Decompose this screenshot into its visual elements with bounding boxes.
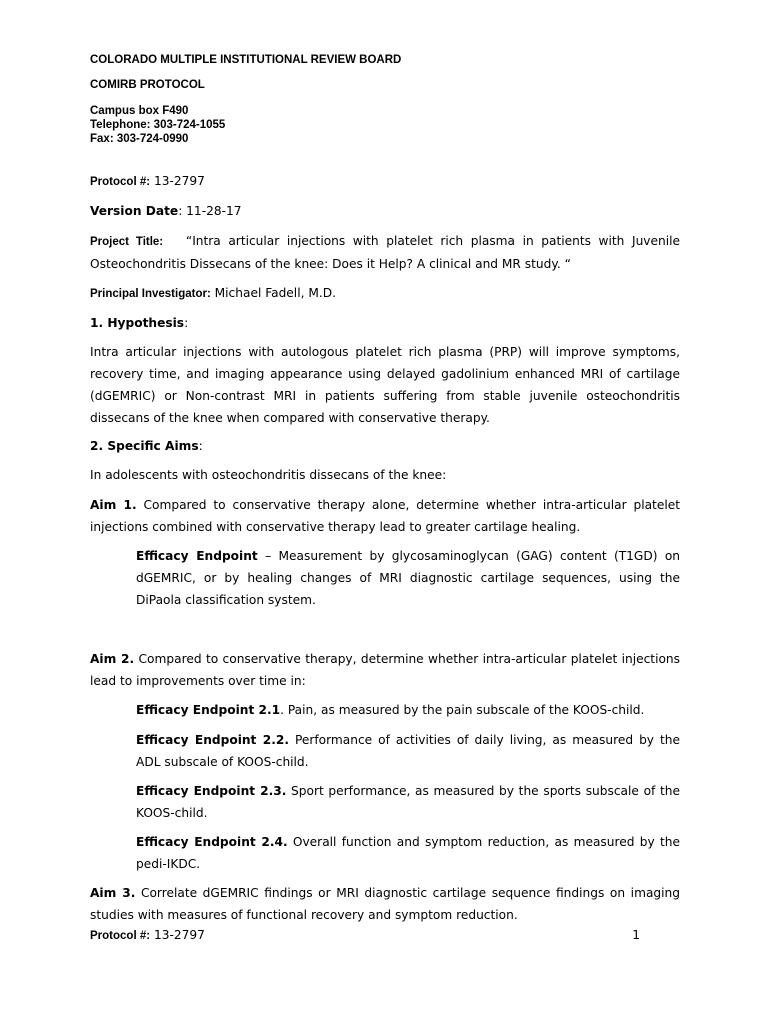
efficacy-endpoint-2-4 (136, 831, 680, 875)
endpoint-label: Efficacy Endpoint 2.3. (136, 784, 287, 798)
project-title-text: “Intra articular injections with platelet rich plasma in patients with Juvenile Osteochondritis Dissecans of the knee: Does it Help? A clinical and MR study. “ (90, 234, 681, 271)
endpoint-text: Overall function and symptom reduction, as measured by the pedi-IKDC. (136, 835, 681, 871)
fax: Fax: 303-724-0990 (90, 133, 189, 145)
page-number: 1 (632, 928, 640, 942)
aim-1-text: Compared to conservative therapy alone, determine whether intra-articular platelet injections combined with conservative therapy lead to greater cartilage healing. (90, 498, 680, 534)
aim-1-label: Aim 1. (90, 498, 137, 512)
page-footer (90, 926, 640, 945)
aims-intro: In adolescents with osteochondritis dissecans of the knee: (90, 468, 447, 482)
efficacy-endpoint-2-2 (136, 729, 680, 773)
efficacy-endpoint-2-1 (136, 699, 680, 721)
aim-2 (90, 648, 680, 692)
telephone: Telephone: 303-724-1055 (90, 119, 226, 131)
aim-3-text: Correlate dGEMRIC findings or MRI diagnostic cartilage sequence findings on imaging studies with measures of functional recovery and symptom reduction. (90, 886, 680, 922)
pi-value: Michael Fadell, M.D. (214, 286, 336, 300)
hypothesis-heading (90, 312, 680, 334)
aim-3 (90, 882, 680, 926)
version-date-line (90, 200, 680, 222)
aim-1-endpoint-text: – Measurement by glycosaminoglycan (GAG) content (T1GD) on dGEMRIC, or by healing changes of MRI diagnostic cartilage sequences, using the DiPaola classification system. (136, 549, 681, 607)
endpoint-label: Efficacy Endpoint 2.1 (136, 703, 281, 717)
campus-box: Campus box F490 (90, 105, 189, 117)
org-name: COLORADO MULTIPLE INSTITUTIONAL REVIEW BOARD (90, 54, 402, 66)
protocol-label: Protocol #: (90, 176, 151, 188)
specific-aims-colon: : (198, 439, 203, 453)
endpoint-text: Sport performance, as measured by the sports subscale of the KOOS-child. (136, 784, 680, 820)
endpoint-text: Performance of activities of daily living, as measured by the ADL subscale of KOOS-child. (136, 733, 681, 769)
project-title-label: Project Title: (90, 236, 164, 248)
protocol-heading: COMIRB PROTOCOL (90, 79, 205, 91)
project-title (90, 230, 680, 275)
aim-1-endpoint-label: Efficacy Endpoint (136, 549, 258, 563)
hypothesis-colon: : (184, 316, 189, 330)
efficacy-endpoint-2-3 (136, 780, 680, 824)
aim-2-text: Compared to conservative therapy, determine whether intra-articular platelet injections lead to improvements over time in: (90, 652, 680, 688)
pi-label: Principal Investigator: (90, 288, 211, 300)
endpoint-label: Efficacy Endpoint 2.4. (136, 835, 288, 849)
hypothesis-text: Intra articular injections with autologous platelet rich plasma (PRP) will improve symptoms, recovery time, and imaging appearance using delayed gadolinium enhanced MRI of cartilage (dGEMRIC) or Non-contrast MRI in patients suffering from stable juvenile osteochondritis dissecans of the knee when compared with conservative therapy. (90, 345, 680, 425)
protocol-number-line (90, 170, 680, 193)
footer-protocol-label: Protocol #: (90, 930, 151, 942)
aim-1-endpoint (136, 545, 680, 611)
endpoint-label: Efficacy Endpoint 2.2. (136, 733, 289, 747)
specific-aims-heading-text: 2. Specific Aims (90, 439, 199, 453)
hypothesis-heading-text: 1. Hypothesis (90, 316, 185, 330)
aim-2-label: Aim 2. (90, 652, 135, 666)
footer-protocol-value: 13-2797 (153, 928, 205, 942)
endpoint-text: . Pain, as measured by the pain subscale of the KOOS-child. (280, 703, 645, 717)
principal-investigator-line (90, 282, 680, 305)
version-label: Version Date (90, 204, 179, 218)
aim-3-label: Aim 3. (90, 886, 136, 900)
aim-1 (90, 494, 680, 538)
version-value: : 11-28-17 (178, 204, 242, 218)
protocol-value: 13-2797 (153, 174, 205, 188)
specific-aims-heading (90, 435, 680, 457)
